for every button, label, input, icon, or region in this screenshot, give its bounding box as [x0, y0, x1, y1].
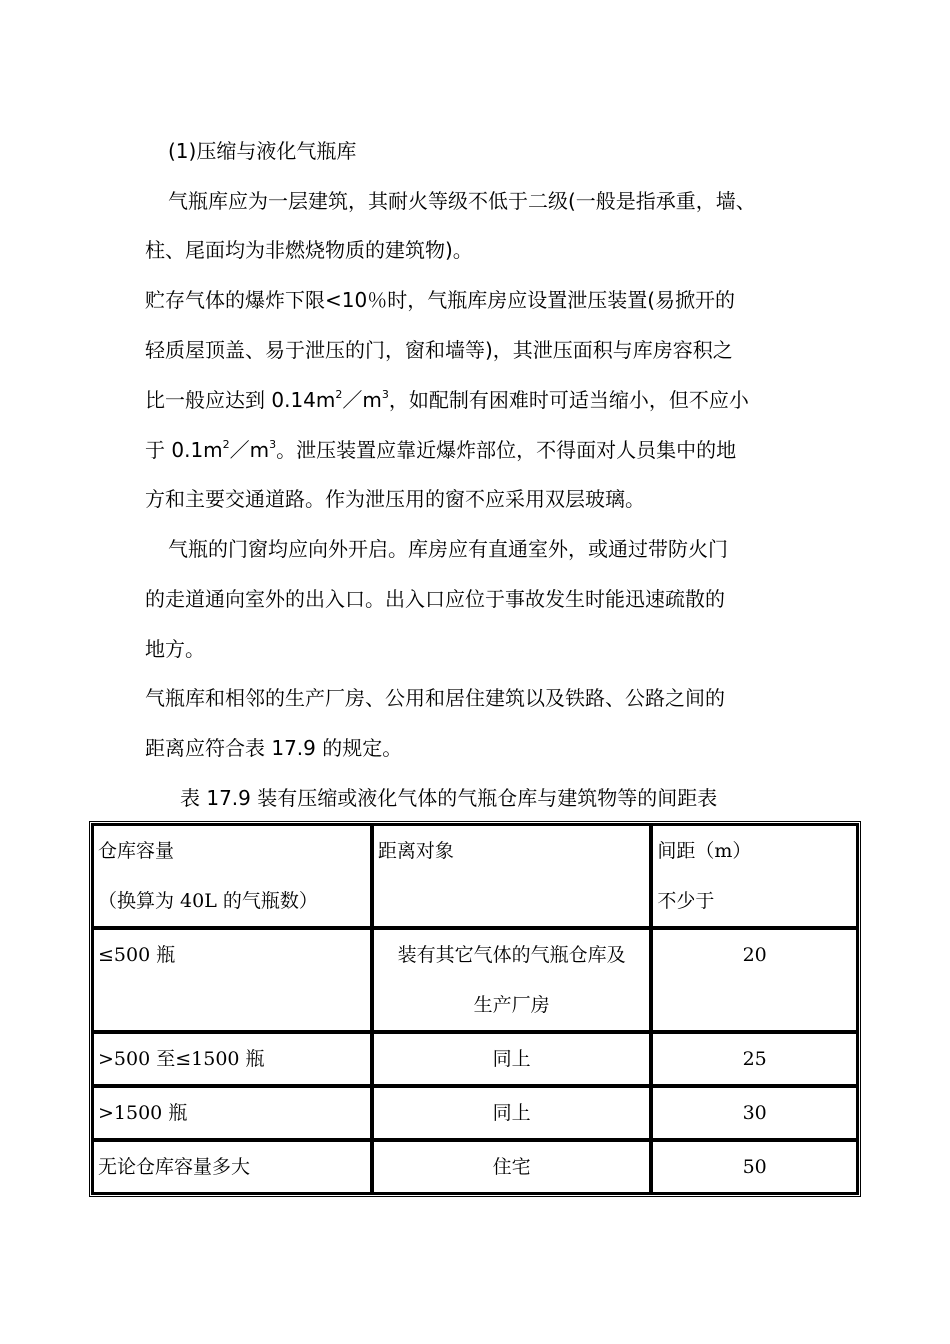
cell-target	[372, 928, 651, 1032]
section-heading: (1)压缩与液化气瓶库	[168, 139, 357, 163]
cell-target: 同上	[372, 1086, 651, 1140]
cell-text: 装有其它气体的气瓶仓库及	[397, 944, 626, 966]
cell-capacity: 无论仓库容量多大	[92, 1140, 372, 1194]
paragraph-line	[145, 437, 736, 463]
text-run: 。泄压装置应靠近爆炸部位，不得面对人员集中的地	[276, 438, 737, 462]
text-run: ／m	[342, 388, 382, 412]
paragraph-line: 贮存气体的爆炸下限<10％时，气瓶库房应设置泄压装置(易掀开的	[145, 288, 736, 312]
paragraph-line: 的走道通向室外的出入口。出入口应位于事故发生时能迅速疏散的	[145, 587, 725, 611]
paragraph-line: 距离应符合表 17.9 的规定。	[145, 736, 403, 760]
superscript: 3	[381, 388, 389, 401]
paragraph-line: 气瓶的门窗均应向外开启。库房应有直通室外，或通过带防火门	[168, 537, 728, 561]
cell-target: 住宅	[372, 1140, 651, 1194]
header-text: （换算为 40L 的气瓶数）	[98, 890, 318, 912]
table-row	[92, 1140, 858, 1194]
table-caption: 表 17.9 装有压缩或液化气体的气瓶仓库与建筑物等的间距表	[180, 786, 718, 810]
cell-distance: 20	[651, 928, 858, 1032]
text-run: ，如配制有困难时可适当缩小，但不应小	[388, 388, 749, 412]
cell-distance: 50	[651, 1140, 858, 1194]
header-text: 距离对象	[377, 840, 454, 862]
table-row	[92, 928, 858, 1032]
header-cell-distance	[651, 824, 858, 928]
paragraph-line: 柱、尾面均为非燃烧物质的建筑物)。	[145, 238, 473, 262]
paragraph-line: 气瓶库应为一层建筑，其耐火等级不低于二级(一般是指承重，墙、	[168, 189, 756, 213]
cell-capacity: >500 至≤1500 瓶	[92, 1032, 372, 1086]
paragraph-line: 方和主要交通道路。作为泄压用的窗不应采用双层玻璃。	[145, 487, 645, 511]
header-text: 间距（m）	[657, 840, 752, 862]
cell-distance: 25	[651, 1032, 858, 1086]
spacing-table	[89, 821, 861, 1197]
cell-text: 生产厂房	[473, 994, 550, 1016]
paragraph-line: 气瓶库和相邻的生产厂房、公用和居住建筑以及铁路、公路之间的	[145, 686, 725, 710]
cell-distance: 30	[651, 1086, 858, 1140]
text-run: 于 0.1m	[145, 438, 223, 462]
superscript: 3	[269, 438, 277, 451]
header-text: 不少于	[657, 890, 715, 912]
header-text: 仓库容量	[98, 840, 175, 862]
table-row	[92, 1032, 858, 1086]
paragraph-line: 轻质屋顶盖、易于泄压的门，窗和墙等)，其泄压面积与库房容积之	[145, 338, 733, 362]
cell-capacity: >1500 瓶	[92, 1086, 372, 1140]
cell-capacity: ≤500 瓶	[92, 928, 372, 1032]
superscript: 2	[222, 438, 230, 451]
cell-target: 同上	[372, 1032, 651, 1086]
superscript: 2	[335, 388, 343, 401]
table-row	[92, 1086, 858, 1140]
paragraph-line	[145, 387, 749, 413]
table-header-row	[92, 824, 858, 928]
header-cell-target	[372, 824, 651, 928]
header-cell-capacity	[92, 824, 372, 928]
paragraph-line: 地方。	[145, 637, 205, 661]
text-run: ／m	[229, 438, 270, 462]
text-run: 比一般应达到 0.14m	[145, 388, 336, 412]
